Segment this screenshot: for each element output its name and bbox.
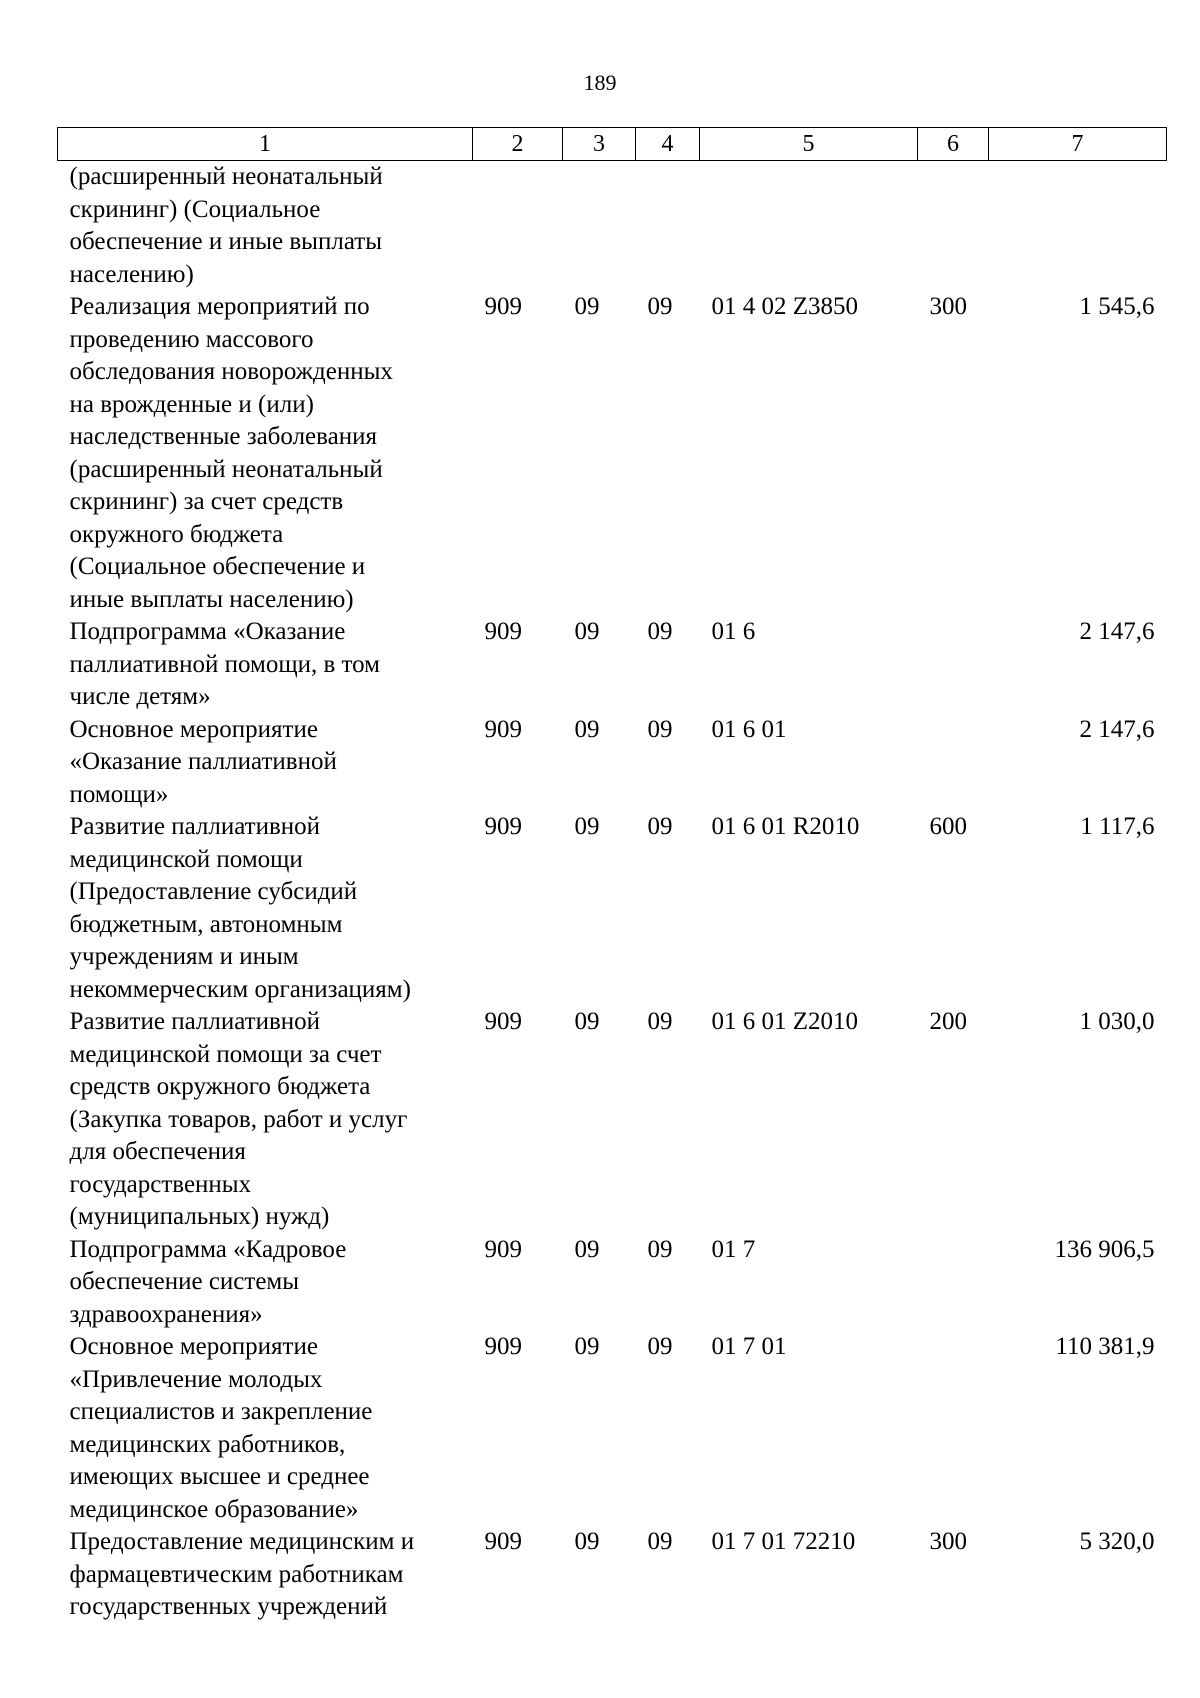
row-name-line: скрининг) за счет средств — [69, 488, 344, 515]
admin-code-cell: 909 — [484, 293, 522, 320]
subsection-code-cell: 09 — [647, 1008, 673, 1035]
row-name-line: Основное мероприятие — [69, 1333, 318, 1360]
target-article-cell: 01 6 01 Z2010 — [711, 1008, 859, 1035]
section-code-cell — [563, 161, 636, 292]
row-name-cell — [58, 1006, 473, 1234]
row-name-line: государственных учреждений — [69, 1593, 388, 1620]
row-name-line: наследственные заболевания — [69, 423, 377, 450]
subsection-code-cell: 09 — [647, 1333, 673, 1360]
section-code-cell: 09 — [574, 715, 600, 743]
amount-cell: 2 147,6 — [1079, 618, 1155, 645]
table-row — [58, 1526, 1167, 1624]
expense-type-cell: 200 — [929, 1008, 967, 1035]
amount-cell: 2 147,6 — [1079, 715, 1155, 743]
expense-type-cell — [918, 1331, 989, 1526]
row-name-line: Основное мероприятие — [69, 715, 318, 743]
row-name-cell — [58, 811, 473, 1006]
row-name-line: (Закупка товаров, работ и услуг — [69, 1105, 408, 1133]
subsection-code-cell: 09 — [647, 618, 673, 645]
row-name-line: числе детям» — [69, 683, 211, 710]
target-article-cell: 01 6 01 R2010 — [711, 813, 860, 840]
row-name-line: (расширенный неонатальный — [69, 455, 383, 483]
section-code-cell: 09 — [574, 293, 600, 320]
table-row — [58, 1006, 1167, 1234]
row-name-line: медицинской помощи — [69, 845, 303, 873]
row-name-line: «Привлечение молодых — [69, 1365, 323, 1393]
row-name-line: Подпрограмма «Кадровое — [69, 1235, 347, 1263]
row-name-line: некоммерческим организациям) — [69, 975, 411, 1003]
expense-type-cell — [918, 1234, 989, 1332]
column-header-1: 1 — [58, 128, 473, 161]
row-name-line: (муниципальных) нужд) — [69, 1203, 330, 1230]
target-article-cell: 01 4 02 Z3850 — [711, 293, 859, 320]
amount-cell: 1 545,6 — [1079, 293, 1155, 320]
row-name-line: медицинской помощи за счет — [69, 1040, 382, 1068]
amount-cell: 136 906,5 — [1054, 1235, 1155, 1263]
row-name-line: Реализация мероприятий по — [69, 293, 370, 320]
row-name-line: на врожденные и (или) — [69, 390, 314, 418]
expense-type-cell — [918, 714, 989, 812]
expense-type-cell: 600 — [929, 813, 967, 840]
admin-code-cell: 909 — [484, 618, 522, 645]
row-name-line: специалистов и закрепление — [69, 1398, 373, 1425]
amount-cell — [989, 161, 1167, 292]
page-number: 189 — [583, 70, 617, 95]
row-name-line: обеспечение системы — [69, 1268, 300, 1295]
header-row — [58, 128, 1167, 161]
admin-code-cell: 909 — [484, 1333, 522, 1360]
target-article-cell: 01 6 01 — [711, 715, 787, 743]
section-code-cell: 09 — [574, 1333, 600, 1360]
row-name-line: (расширенный неонатальный — [69, 163, 383, 190]
admin-code-cell: 909 — [484, 813, 522, 840]
row-name-line: (Социальное обеспечение и — [69, 553, 366, 580]
amount-cell: 110 381,9 — [1055, 1333, 1155, 1360]
row-name-line: (Предоставление субсидий — [69, 878, 358, 905]
amount-cell: 5 320,0 — [1079, 1528, 1155, 1555]
row-name-line: иные выплаты населению) — [69, 585, 354, 613]
subsection-code-cell: 09 — [647, 1235, 673, 1263]
row-name-line: медицинское образование» — [69, 1495, 359, 1523]
admin-code-cell: 909 — [484, 1008, 522, 1035]
column-header-2: 2 — [473, 128, 563, 161]
section-code-cell: 09 — [574, 618, 600, 645]
table-body — [58, 161, 1167, 1624]
target-article-cell: 01 7 01 72210 — [711, 1528, 856, 1555]
expense-type-cell — [918, 616, 989, 714]
expense-type-cell — [918, 161, 989, 292]
row-name-line: здравоохранения» — [69, 1300, 263, 1328]
row-name-cell — [58, 291, 473, 616]
subsection-code-cell: 09 — [647, 715, 673, 743]
budget-table — [57, 127, 1167, 1624]
subsection-code-cell — [636, 161, 700, 292]
admin-code-cell: 909 — [484, 1235, 522, 1263]
section-code-cell: 09 — [574, 813, 600, 840]
row-name-cell — [58, 1234, 473, 1332]
table-row — [58, 161, 1167, 292]
row-name-cell — [58, 616, 473, 714]
table-row — [58, 811, 1167, 1006]
target-article-cell: 01 7 — [711, 1235, 756, 1263]
table-row — [58, 291, 1167, 616]
table-row — [58, 714, 1167, 812]
row-name-line: фармацевтическим работникам — [69, 1560, 404, 1588]
column-header-5: 5 — [700, 128, 918, 161]
admin-code-cell: 909 — [484, 1528, 522, 1555]
row-name-line: окружного бюджета — [69, 520, 284, 548]
admin-code-cell — [473, 161, 563, 292]
column-header-3: 3 — [563, 128, 636, 161]
row-name-line: государственных — [69, 1170, 252, 1198]
row-name-line: «Оказание паллиативной — [69, 748, 337, 775]
subsection-code-cell: 09 — [647, 293, 673, 320]
row-name-line: проведению массового — [69, 325, 314, 353]
row-name-line: Развитие паллиативной — [69, 813, 321, 840]
table-row — [58, 616, 1167, 714]
row-name-line: медицинских работников, — [69, 1430, 346, 1458]
row-name-line: паллиативной помощи, в том — [69, 650, 380, 678]
row-name-line: Предоставление медицинским и — [69, 1528, 415, 1555]
table-row — [58, 1331, 1167, 1526]
section-code-cell: 09 — [574, 1008, 600, 1035]
row-name-cell — [58, 1526, 473, 1624]
row-name-line: учреждениям и иным — [69, 943, 299, 970]
admin-code-cell: 909 — [484, 715, 522, 743]
section-code-cell: 09 — [574, 1235, 600, 1263]
subsection-code-cell: 09 — [647, 813, 673, 840]
row-name-line: для обеспечения — [69, 1138, 246, 1165]
amount-cell: 1 117,6 — [1080, 813, 1155, 840]
row-name-cell — [58, 714, 473, 812]
section-code-cell: 09 — [574, 1528, 600, 1555]
expense-type-cell: 300 — [929, 1528, 967, 1555]
row-name-line: населению) — [69, 260, 194, 288]
target-article-cell: 01 6 — [711, 618, 756, 645]
target-article-cell — [700, 161, 918, 292]
row-name-line: имеющих высшее и среднее — [69, 1463, 370, 1490]
column-header-7: 7 — [989, 128, 1167, 161]
row-name-line: помощи» — [69, 780, 169, 808]
row-name-line: скрининг) (Социальное — [69, 195, 321, 223]
row-name-line: Развитие паллиативной — [69, 1008, 321, 1035]
row-name-line: средств окружного бюджета — [69, 1073, 371, 1100]
expense-type-cell: 300 — [929, 293, 967, 320]
column-header-6: 6 — [918, 128, 989, 161]
row-name-line: обследования новорожденных — [69, 358, 393, 385]
table-header — [58, 128, 1167, 161]
column-header-4: 4 — [636, 128, 700, 161]
row-name-cell — [58, 161, 473, 292]
row-name-line: бюджетным, автономным — [69, 910, 343, 938]
row-name-line: Подпрограмма «Оказание — [69, 618, 346, 645]
table-row — [58, 1234, 1167, 1332]
row-name-line: обеспечение и иные выплаты — [69, 228, 382, 255]
subsection-code-cell: 09 — [647, 1528, 673, 1555]
target-article-cell: 01 7 01 — [711, 1333, 787, 1360]
row-name-cell — [58, 1331, 473, 1526]
amount-cell: 1 030,0 — [1079, 1008, 1155, 1035]
